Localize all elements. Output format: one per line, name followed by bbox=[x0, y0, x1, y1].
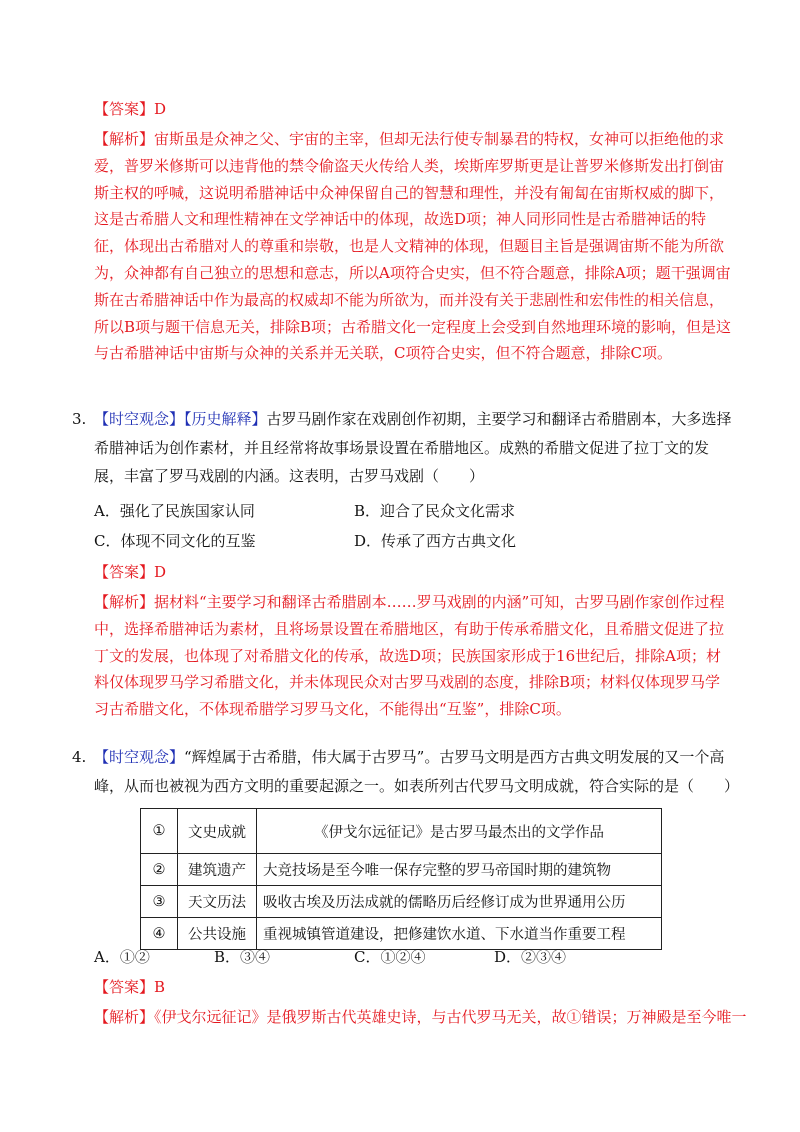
question-number: 3. bbox=[72, 410, 87, 428]
row-description: 《伊戈尔远征记》是古罗马最杰出的文学作品 bbox=[257, 809, 662, 854]
q4-option-d: D．②③④ bbox=[494, 948, 567, 966]
row-category: 建筑遗产 bbox=[178, 854, 257, 886]
row-number: ④ bbox=[141, 918, 178, 950]
q3-option-c: C．体现不同文化的互鉴 bbox=[94, 532, 256, 550]
row-number: ③ bbox=[141, 886, 178, 918]
row-category: 公共设施 bbox=[178, 918, 257, 950]
q3-stem bbox=[94, 405, 734, 491]
q3-option-b: B．迎合了民众文化需求 bbox=[354, 502, 516, 520]
table-row bbox=[141, 854, 662, 886]
answer-value: D bbox=[154, 100, 167, 118]
q4-option-c: C．①②④ bbox=[354, 948, 426, 966]
row-number: ② bbox=[141, 854, 178, 886]
q3-analysis bbox=[94, 589, 734, 723]
analysis-tag: 【解析】 bbox=[94, 130, 155, 148]
tag-spacetime: 【时空观念】 bbox=[94, 410, 185, 428]
q3-option-a: A．强化了民族国家认同 bbox=[94, 502, 255, 520]
row-description: 吸收古埃及历法成就的儒略历后经修订成为世界通用公历 bbox=[257, 886, 662, 918]
analysis-text: 据材料“主要学习和翻译古希腊剧本……罗马戏剧的内涵”可知，古罗马剧作家创作过程中，选择希腊神话为素材，且将场景设置在希腊地区，有助于传承希腊文化，且希腊文促进了拉丁文的发展，也体现了对希腊文化的传承，故选D项；民族国家形成于16世纪后，排除A项；材料仅体现罗马学习希腊文化，并未体现民众对古罗马戏剧的态度，排除B项；材料仅体现罗马学习古希腊文化，不体现希腊学习罗马文化，不能得出“互鉴”，排除C项。 bbox=[94, 593, 725, 719]
row-category: 文史成就 bbox=[178, 809, 257, 854]
row-category: 天文历法 bbox=[178, 886, 257, 918]
analysis-text: 宙斯虽是众神之父、宇宙的主宰，但却无法行使专制暴君的特权，女神可以拒绝他的求爱，普罗米修斯可以违背他的禁令偷盗天火传给人类，埃斯库罗斯更是让普罗米修斯发出打倒宙斯主权的呼喊，这说明希腊神话中众神保留自己的智慧和理性，并没有匍匐在宙斯权威的脚下，这是古希腊人文和理性精神在文学神话中的体现，故选D项；神人同形同性是古希腊神话的特征，体现出古希腊对人的尊重和崇敬，也是人文精神的体现，但题目主旨是强调宙斯不能为所欲为，众神都有自己独立的思想和意志，所以A项符合史实，但不符合题意，排除A项；题干强调宙斯在古希腊神话中作为最高的权威却不能为所欲为，而并没有关于悲剧性和宏伟性的相关信息，所以B项与题干信息无关，排除B项；古希腊文化一定程度上会受到自然地理环境的影响，但是这与古希腊神话中宙斯与众神的关系并无关联，C项符合史实，但不符合题意，排除C项。 bbox=[94, 130, 732, 363]
answer-value: D bbox=[154, 563, 167, 581]
analysis-tag: 【解析】 bbox=[94, 1008, 155, 1026]
answer-value: B bbox=[154, 978, 166, 996]
q4-option-a: A．①② bbox=[94, 948, 150, 966]
stem-text: “辉煌属于古希腊，伟大属于古罗马”。古罗马文明是西方古典文明发展的又一个高峰，从而也被视为西方文明的重要起源之一。如表所列古代罗马文明成就，符合实际的是（ ） bbox=[94, 748, 740, 795]
q2-analysis bbox=[94, 126, 734, 367]
row-description: 重视城镇管道建设，把修建饮水道、下水道当作重要工程 bbox=[257, 918, 662, 950]
table-row bbox=[141, 918, 662, 950]
q4-stem bbox=[94, 743, 740, 800]
tag-history-explanation: 【历史解释】 bbox=[184, 410, 267, 428]
q3-answer-line bbox=[94, 562, 166, 582]
table-row bbox=[141, 809, 662, 854]
analysis-tag: 【解析】 bbox=[94, 593, 155, 611]
stem-text: 古罗马剧作家在戏剧创作初期，主要学习和翻译古希腊剧本，大多选择希腊神话为创作素材，并且经常将故事场景设置在希腊地区。成熟的希腊文促进了拉丁文的发展，丰富了罗马戏剧的内涵。这表明，古罗马戏剧（ ） bbox=[94, 410, 732, 485]
row-number: ① bbox=[141, 809, 178, 854]
q3-option-d: D．传承了西方古典文化 bbox=[354, 532, 517, 550]
q4-option-b: B．③④ bbox=[214, 948, 271, 966]
analysis-text: 《伊戈尔远征记》是俄罗斯古代英雄史诗，与古代罗马无关，故①错误；万神殿是至今唯一 bbox=[154, 1008, 747, 1026]
q4-analysis bbox=[94, 1004, 747, 1031]
table-row bbox=[141, 886, 662, 918]
answer-tag: 【答案】 bbox=[94, 978, 155, 996]
answer-tag: 【答案】 bbox=[94, 563, 155, 581]
achievements-table bbox=[140, 808, 662, 950]
row-description: 大竞技场是至今唯一保存完整的罗马帝国时期的建筑物 bbox=[257, 854, 662, 886]
q4-answer-line bbox=[94, 977, 165, 997]
question-number: 4. bbox=[72, 748, 87, 766]
q2-answer-line bbox=[94, 99, 166, 119]
answer-tag: 【答案】 bbox=[94, 100, 155, 118]
tag-spacetime: 【时空观念】 bbox=[94, 748, 185, 766]
